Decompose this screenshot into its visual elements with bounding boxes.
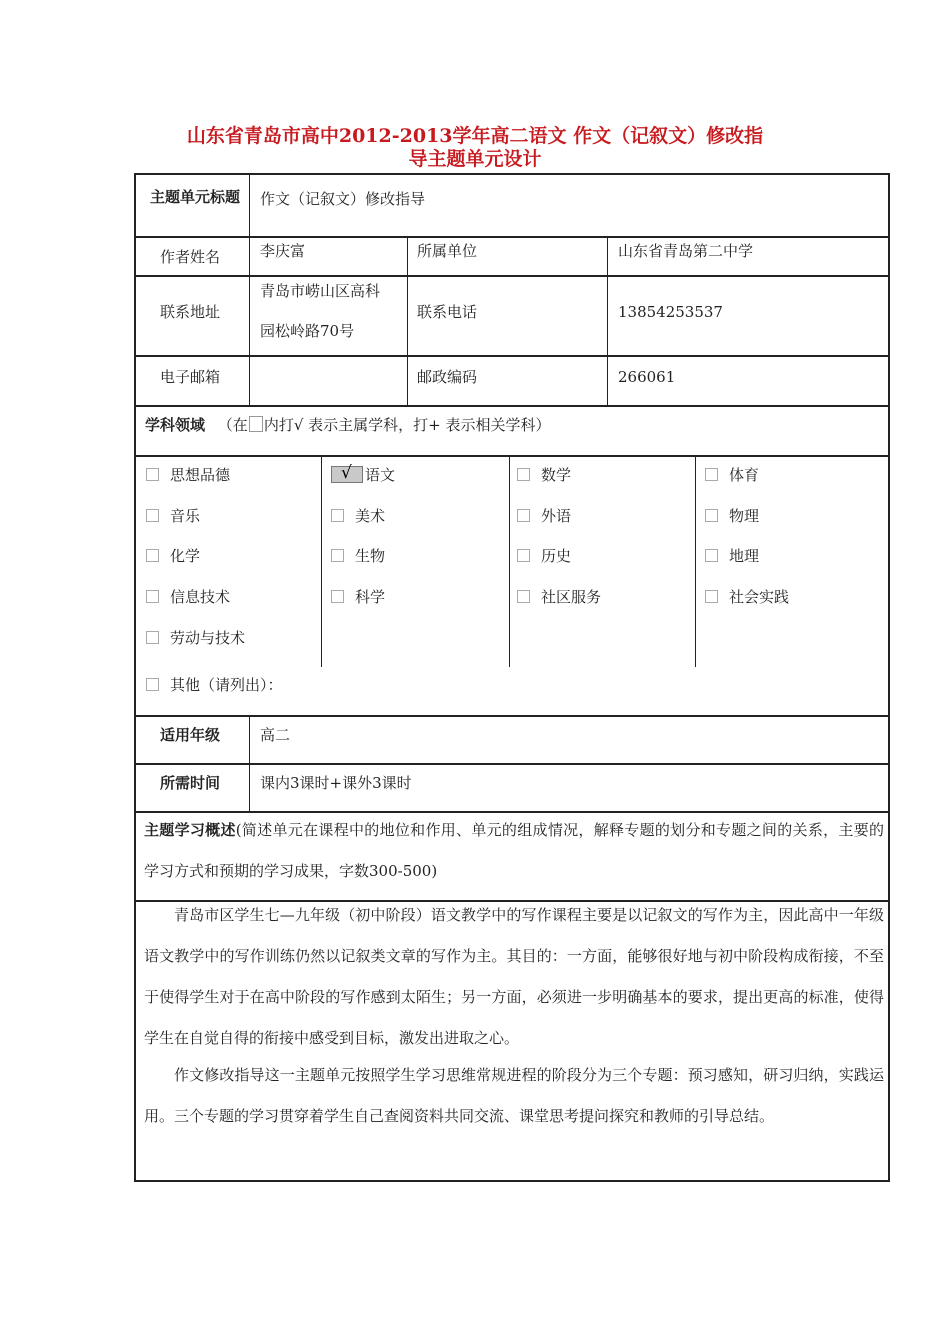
address-label: 联系地址 xyxy=(160,303,221,321)
subject-checkbox[interactable] xyxy=(146,468,159,481)
subject-label: 音乐 xyxy=(170,507,201,525)
time-label: 所需时间 xyxy=(160,774,221,792)
subject-label: 地理 xyxy=(729,547,760,565)
email-label: 电子邮箱 xyxy=(160,368,221,386)
unit-value: 山东省青岛第二中学 xyxy=(618,242,754,260)
grade-label: 适用年级 xyxy=(160,726,221,744)
subject-label: 外语 xyxy=(541,507,572,525)
subject-checkbox[interactable] xyxy=(517,509,530,522)
document-title-line2: 导主题单元设计 xyxy=(408,148,542,170)
unit-title-label xyxy=(150,185,240,209)
subject-checkbox[interactable] xyxy=(705,549,718,562)
column-divider xyxy=(607,237,608,355)
subject-label: 科学 xyxy=(355,588,386,606)
row-divider xyxy=(134,275,890,277)
subject-area-hint-after: 内打√ 表示主属学科，打+ 表示相关学科） xyxy=(263,416,551,434)
phone-value: 13854253537 xyxy=(618,303,723,321)
overview-header xyxy=(144,810,884,892)
subject-checkbox[interactable] xyxy=(705,590,718,603)
subject-label: 语文 xyxy=(365,466,396,484)
row-divider xyxy=(134,236,890,238)
column-divider xyxy=(509,457,510,667)
row-divider xyxy=(134,355,890,357)
column-divider xyxy=(249,716,250,812)
document-title-line1: 山东省青岛市高中2012-2013学年高二语文 作文（记叙文）修改指 xyxy=(186,125,764,147)
subject-checkbox[interactable] xyxy=(705,468,718,481)
subject-label: 体育 xyxy=(729,466,760,484)
subject-checkbox[interactable] xyxy=(146,549,159,562)
column-divider xyxy=(249,175,250,355)
unit-title-value: 作文（记叙文）修改指导 xyxy=(260,190,426,208)
grade-value: 高二 xyxy=(260,726,291,744)
postcode-label: 邮政编码 xyxy=(417,368,478,386)
subject-area-label: 学科领域 xyxy=(145,416,206,434)
row-divider xyxy=(134,763,890,765)
subject-label: 数学 xyxy=(541,466,572,484)
column-divider xyxy=(407,355,408,405)
time-value: 课内3课时+课外3课时 xyxy=(260,774,412,792)
column-divider xyxy=(407,237,408,355)
unit-title-label-text: 主题单元标题 xyxy=(150,188,241,206)
subject-label: 物理 xyxy=(729,507,760,525)
subject-label: 信息技术 xyxy=(170,588,231,606)
address-value-line2: 园松岭路70号 xyxy=(260,322,355,340)
subject-checkbox[interactable] xyxy=(146,509,159,522)
subject-checkbox[interactable] xyxy=(517,590,530,603)
subject-checkbox[interactable] xyxy=(331,509,344,522)
author-label: 作者姓名 xyxy=(160,248,221,266)
row-divider xyxy=(134,455,890,457)
subject-label: 生物 xyxy=(355,547,386,565)
subject-checkbox[interactable] xyxy=(331,549,344,562)
subject-checkbox-checked[interactable] xyxy=(331,463,363,483)
unit-label: 所属单位 xyxy=(417,242,478,260)
row-divider xyxy=(134,405,890,407)
subject-label: 美术 xyxy=(355,507,386,525)
subject-label: 社会实践 xyxy=(729,588,790,606)
other-checkbox[interactable] xyxy=(146,678,159,691)
column-divider xyxy=(607,355,608,405)
subject-area-header xyxy=(145,415,550,435)
subject-label: 历史 xyxy=(541,547,572,565)
column-divider xyxy=(321,457,322,667)
subject-checkbox[interactable] xyxy=(517,549,530,562)
subject-label: 劳动与技术 xyxy=(170,629,246,647)
subject-checkbox[interactable] xyxy=(146,590,159,603)
column-divider xyxy=(695,457,696,667)
author-value: 李庆富 xyxy=(260,242,306,260)
postcode-value: 266061 xyxy=(618,368,676,386)
subject-label: 化学 xyxy=(170,547,201,565)
column-divider xyxy=(249,355,250,405)
overview-paragraph-1: 青岛市区学生七—九年级（初中阶段）语文教学中的写作课程主要是以记叙文的写作为主，因此高中一年级语文教学中的写作训练仍然以记叙类文章的写作为主。其目的：一方面，能够很好地与初中阶段构成衔接，不至于使得学生对于在高中阶段的写作感到太陌生；另一方面，必须进一步明确基本的要求，提出更高的标准，使得学生在自觉自得的衔接中感受到目标，激发出进取之心。 xyxy=(144,906,884,1047)
subject-area-hint-before: （在 xyxy=(217,416,248,434)
overview-hint: (简述单元在课程中的地位和作用、单元的组成情况，解释专题的划分和专题之间的关系，主要的学习方式和预期的学习成果，字数300-500) xyxy=(144,821,884,880)
check-mark-icon: √ xyxy=(341,463,352,483)
subject-checkbox[interactable] xyxy=(331,590,344,603)
subject-checkbox[interactable] xyxy=(705,509,718,522)
subject-checkbox[interactable] xyxy=(146,631,159,644)
other-label: 其他（请列出）： xyxy=(170,676,283,694)
overview-paragraph-2: 作文修改指导这一主题单元按照学生学习思维常规进程的阶段分为三个专题：预习感知，研习归纳，实践运用。三个专题的学习贯穿着学生自己查阅资料共同交流、课堂思考提问探究和教师的引导总结。 xyxy=(144,1066,884,1125)
row-divider xyxy=(134,715,890,717)
subject-label: 社区服务 xyxy=(541,588,602,606)
subject-checkbox[interactable] xyxy=(517,468,530,481)
phone-label: 联系电话 xyxy=(417,303,478,321)
address-value-line1: 青岛市崂山区高科 xyxy=(260,282,381,300)
checkbox-sample-icon xyxy=(249,416,263,432)
subject-label: 思想品德 xyxy=(170,466,231,484)
overview-label: 主题学习概述 xyxy=(144,821,236,839)
